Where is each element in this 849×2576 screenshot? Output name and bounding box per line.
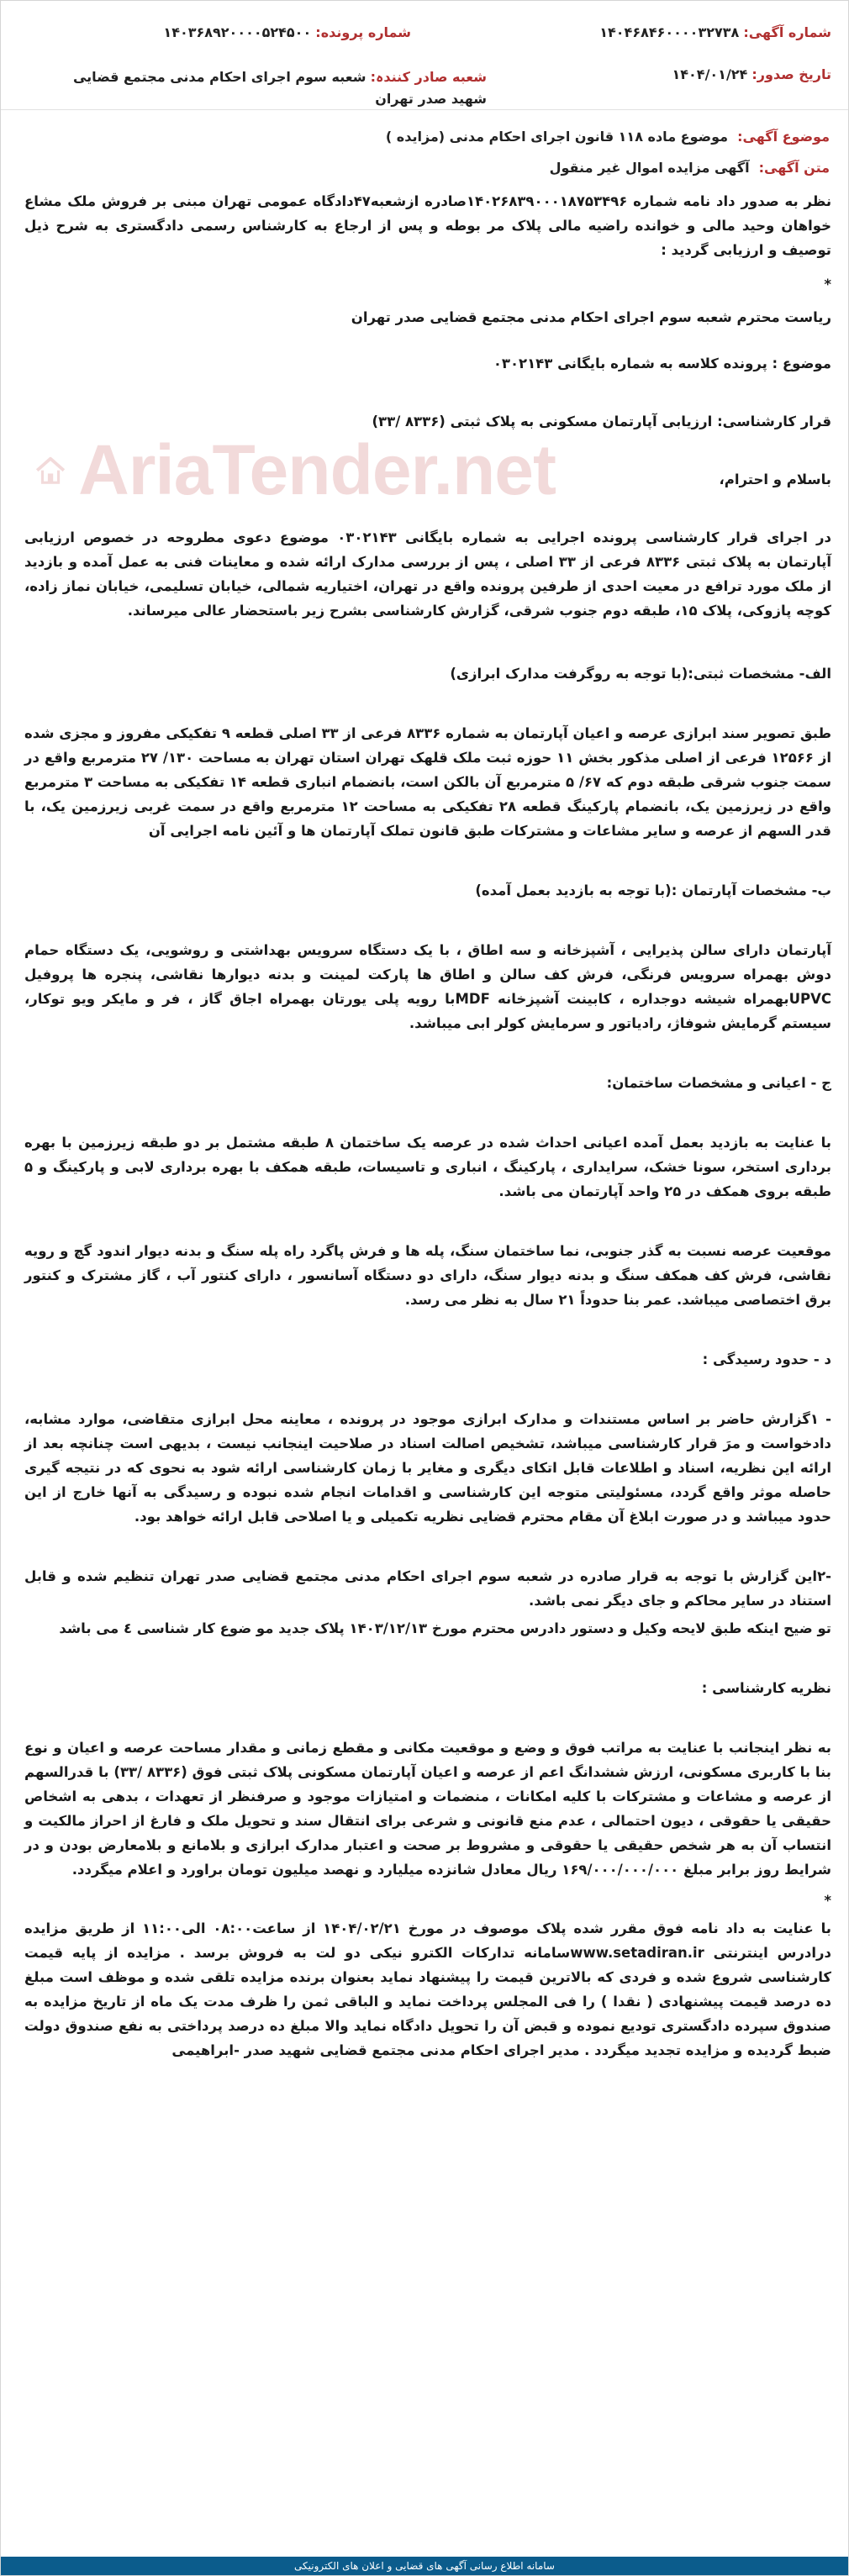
case-number-row (163, 24, 411, 40)
watermark-text: AriaTender.net (78, 429, 556, 509)
paragraph-building: با عنایت به بازدید بعمل آمده اعیانی احداث شده در عرصه یک ساختمان ۸ طبقه مشتمل بر دو طبقه زیرزمین با بهره برداری استخر، سونا خشک، سرایداری ، پارکینگ ، انباری و تاسیسات، طبقه همکف با بهره برداری لابی و پارکینگ و ۵ طبقه بروی همکف در ۲۵ واحد آپارتمان می باشد. (24, 1135, 831, 1199)
ad-number-row (599, 24, 831, 40)
heading-apartment: ب- مشخصات آپارتمان :(با توجه به بازدید بعمل آمده) (475, 882, 831, 898)
paragraph-scope-2: -۲این گزارش با توجه به قرار صادره در شعبه سوم اجرای احکام مدنی مجتمع قضایی صدر تهران تنظیم شده و قابل استناد در سایر محاکم و جای دیگر نمی باشد. (24, 1568, 831, 1609)
notice-text-label: متن آگهی: (758, 160, 830, 176)
paragraph-intro: نظر به صدور داد نامه شماره ۱۴۰۲۶۸۳۹۰۰۰۱۸۷۵۳۴۹۶صادره ازشعبه۴۷دادگاه عمومی تهران مبنی بر فروش ملک مشاع خواهان وحید مالی و خوانده راضیه مالی پلاک مر بوطه و پس از ارجاع به کارشناس رسمی دادگستری به شرح ذیل توصیف و ارزیابی گردید : (24, 193, 832, 258)
heading-building: ج - اعیانی و مشخصات ساختمان: (606, 1075, 831, 1091)
paragraph-registration: طبق تصویر سند ابرازی عرصه و اعیان آپارتمان به شماره ۸۳۳۶ فرعی از ۳۳ اصلی قطعه ۹ تفکیکی مفروز و مجزی شده از ۱۲۵۶۶ فرعی از اصلی مذکور بخش ۱۱ حوزه ثبت ملک قلهک تهران استان تهران به مساحت ۱۳۰/ ۲۷ مترمربع واقع در سمت جنوب شرقی طبقه دوم که ۶۷/ ۵ مترمربع آن بالکن است، بانضمام انباری قطعه ۱۴ تفکیکی به مساحت ۳ مترمربع واقع در زیرزمین یک، بانضمام پارکینگ قطعه ۲۸ تفکیکی به مساحت ۱۲ مترمربع واقع در سمت غربی زیرزمین یک، با قدر السهم از عرصه و سایر مشاعات و مشترکات طبق قانون تملک آپارتمان ها و آئین نامه اجرایی آن (24, 725, 831, 839)
ad-number-label: شماره آگهی: (743, 24, 831, 40)
issuing-court-row (50, 66, 487, 110)
heading-expert-opinion: نظریه کارشناسی : (701, 1680, 831, 1696)
paragraph-location: موقعیت عرصه نسبت به گذر جنوبی، نما ساختمان سنگ، پله ها و فرش پاگرد راه پله سنگ و بدنه دیوار اندود گچ و رویه نقاشی، فرش کف همکف سنگ و بدنه دیوار سنگ، دارای دو دستگاه آسانسور ، دارای کنتور آب ، گاز مشترک و کنتور برق اختصاصی میباشد. عمر بنا حدوداً ۲۱ سال به نظر می رسد. (24, 1243, 831, 1308)
paragraph-scope-1: - ۱گزارش حاضر بر اساس مستندات و مدارک ابرازی موجود در پرونده ، معاینه محل ابرازی متقاضی، موارد مشابه، دادخواست و مرَ قرار کارشناسی میباشد، تشخیص اصالت اسناد در صلاحیت اینجانب نیست ، بدیهی است چنانچه بعد از ارائه این نظریه، اسناد و اطلاعات قابل اتکای دیگری و مغایر با زمان کارشناسی ارائه شود به نحوی که در نتیجه گیری حاصله موثر واقع گردد، مسئولیتی متوجه این کارشناسی و اقدامات انجام شده نبوده و رسیدگی به آنها خارج از این حدود میباشد و در صورت ابلاغ آن مقام محترم قضایی نظریه تکمیلی و یا اصلاحی قابل ارائه خواهد بود. (24, 1411, 831, 1525)
issue-date-value: ۱۴۰۴/۰۱/۲۴ (672, 66, 748, 82)
notice-topic-value: موضوع ماده ۱۱۸ قانون اجرای احکام مدنی (مزایده ) (385, 129, 729, 145)
notice-text-title (1, 145, 848, 176)
paragraph-plate-note: تو ضیح اینکه طبق لایحه وکیل و دستور دادرس محترم مورخ ۱۴۰۳/۱۲/۱۳ پلاک جدید مو ضوع کار شناسی ٤ می باشد (59, 1620, 831, 1636)
issue-date-label: تاریخ صدور: (751, 66, 831, 82)
paragraph-auction: با عنایت به داد نامه فوق مقرر شده پلاک موصوف در مورخ ۱۴۰۴/۰۲/۲۱ از ساعت۰۸:۰۰ الی۱۱:۰۰ از طریق مزایده درادرس اینترنتی www.setadiran.irسامانه تدارکات الکترو نیکی دو لت به فروش برسد . مزایده از پایه قیمت کارشناسی شروع شده و فردی که بالاترین قیمت را پیشنهاد نماید بعنوان برنده مزایده تلقی شده و موظف است مبلغ ده درصد قیمت پیشنهادی ( نقدا ) را فی المجلس پرداخت نماید و الباقی ثمن را ظرف مدت یک ماه از تاریخ مزایده به صندوق سپرده دادگستری تودیع نموده و قبض آن را تحویل دادگاه نماید والا مبلغ ده درصد پرداختی به نفع صندوق دولت ضبط گردیده و مزایده تجدید میگردد . مدیر اجرای احکام مدنی مجتمع قضایی شهید صدر -ابراهیمی (24, 1920, 831, 2058)
notice-body (1, 176, 848, 2062)
notice-topic-label: موضوع آگهی: (737, 129, 830, 145)
issue-date-row (672, 66, 832, 82)
notice-text-value: آگهی مزایده اموال غیر منقول (549, 160, 750, 176)
case-number-label: شماره پرونده: (315, 24, 411, 40)
issuing-court-label: شعبه صادر کنندہ: (370, 69, 487, 85)
notice-header (1, 1, 848, 110)
paragraph-apartment: آپارتمان دارای سالن پذیرایی ، آشپزخانه و سه اطاق ، با یک دستگاه سرویس بهداشتی و روشویی، یک دستگاه حمام دوش بهمراه سرویس فرنگی، فرش کف سالن و اطاق ها پارکت لمینت و بدنه دیوارها نقاشی، پنجره ها پروفیل UPVCبهمراه شیشه دوجداره ، کابینت آشپزخانه MDFبا رویه پلی یورتان بهمراه اجاق گاز ، فر و مایکر ویو توکار، سیستم گرمایش شوفاژ، رادیاتور و سرمایش کولر ابی میباشد. (24, 942, 831, 1031)
paragraph-valuation: به نظر اینجانب با عنایت به مراتب فوق و وضع و موقعیت مکانی و مقطع زمانی و مقدار مساحت عرصه و اعیان و نوع بنا با کاربری مسکونی، ارزش ششدانگ اعم از عرصه و اعیان آپارتمان مسکونی پلاک ثبتی فوق (۸۳۳۶ /۳۳) با قدرالسهم از عرصه و مشاعات و مشترکات با کلیه امکانات ، منضمات و امتیازات موجود و صرفنظر از تعهدات ، بدهی به اشخاص حقیقی یا حقوقی ، دیون احتمالی ، عدم منع قانونی و شرعی برای انتقال سند و تحویل ملک و فارغ از احراز مالکیت و انتساب آن به هر شخص حقیقی یا حقوقی و مشروط بر صحت و اعتبار مدارک ابرازی و بلامانع و بلامعارض بودن و در شرایط روز برابر مبلغ ۱۶۹/۰۰۰/۰۰۰/۰۰۰ ریال معادل شانزده میلیارد و نهصد میلیون تومان براورد و اعلام میگردد. (24, 1740, 831, 1878)
case-number-value: ۱۴۰۳۶۸۹۲۰۰۰۰۵۲۴۵۰۰ (163, 24, 312, 40)
subject-line: موضوع : پرونده کلاسه به شماره بایگانی ۰۳۰۲۱۴۳ (493, 356, 831, 371)
notice-topic (1, 110, 848, 145)
separator-star: * (824, 277, 831, 292)
addressee-line: ریاست محترم شعبه سوم اجرای احکام مدنی مجتمع قضایی صدر تهران (351, 309, 831, 325)
separator-star-2: * (824, 1893, 831, 1909)
footer-bar (1, 2557, 848, 2575)
footer-text: سامانه اطلاع رسانی آگهی های قضایی و اعلان های الکترونیکی (294, 2560, 555, 2572)
ad-number-value: ۱۴۰۴۶۸۴۶۰۰۰۰۳۲۷۳۸ (599, 24, 740, 40)
expert-order-line: قرار کارشناسی: ارزیابی آپارتمان مسکونی به پلاک ثبتی (۸۳۳۶ /۳۳) (372, 414, 831, 429)
heading-scope: د - حدود رسیدگی : (702, 1351, 831, 1367)
greeting-line: باسلام و احترام، (719, 471, 831, 487)
paragraph-expert-intro: در اجرای قرار کارشناسی پرونده اجرایی به شماره بایگانی ۰۳۰۲۱۴۳ موضوع دعوی مطروحه در خصوص ارزیابی آپارتمان به پلاک ثبتی ۸۳۳۶ فرعی از ۳۳ اصلی ، پس از بررسی مدارک ارائه شده و معاینات فنی به عمل آمده و بازدید از ملک مورد ترافع در معیت احدی از طرفین پرونده واقع در تهران، اختیاریه شمالی، خیابان تسلیمی، خیابان نماز زاده، کوچه پازوکی، پلاک ۱۵، طبقه دوم جنوب شرقی، گزارش کارشناسی بشرح زیر باستحضار عالی میرساند. (24, 529, 832, 619)
issuing-court-value: شعبه سوم اجرای احکام مدنی مجتمع قضایی شهید صدر تهران (72, 69, 487, 107)
heading-registration: الف- مشخصات ثبتی:(با توجه به روگرفت مدارک ابرازی) (450, 666, 831, 682)
